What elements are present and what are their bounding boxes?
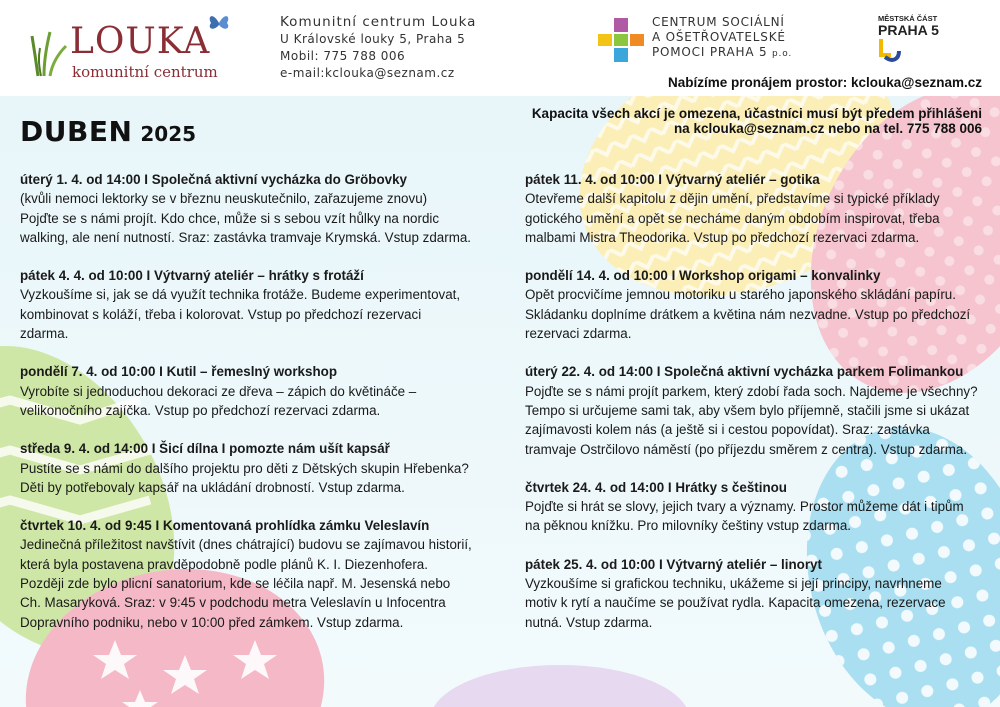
event-item: [20, 439, 490, 497]
events-column-right: [525, 170, 995, 651]
event-text: zdarma.: [20, 326, 69, 342]
event-heading: pondělí 14. 4. od 10:00 I Workshop origami – konvalinky: [525, 268, 881, 284]
event-item: [20, 362, 490, 420]
event-text: nutná. Vstup zdarma.: [525, 614, 653, 630]
event-heading: pondělí 7. 4. od 10:00 I Kutil – řemeslný workshop: [20, 364, 337, 380]
event-text: na pěknou knížku. Pro milovníky češtiny vstup zdarma.: [525, 518, 851, 534]
event-text: (kvůli nemoci lektorky se v březnu neuskutečnilo, zařazujeme znovu): [20, 191, 428, 207]
louka-logo-subtitle: komunitní centrum: [72, 63, 218, 81]
event-text: která byla postavena pravděpodobně podle plánů K. I. Diezenhofera.: [20, 556, 428, 572]
event-text: Pojďte se s námi projít. Kdo chce, může si s sebou vzít hůlky na nordic: [20, 210, 440, 226]
event-item: [525, 362, 995, 458]
capacity-notice: [532, 106, 982, 136]
contact-address: U Královské louky 5, Praha 5: [280, 32, 466, 46]
event-text: tramvaje Ostrčilovo náměstí (po příjezdu směrem z centra). Vstup zdarma.: [525, 441, 968, 457]
event-text: zajímavosti kolem nás (a ještě si i cestou popovídat). Sraz: zastávka: [525, 422, 930, 438]
event-heading: úterý 1. 4. od 14:00 I Společná aktivní vycházka do Gröbovky: [20, 172, 407, 187]
event-text: Dopravního podniku, nebo v 10:00 před zámkem. Vstup zdarma.: [20, 614, 404, 630]
event-heading: pátek 11. 4. od 10:00 I Výtvarný ateliér – gotika: [525, 172, 820, 187]
butterfly-icon: [207, 12, 231, 34]
grass-logo-icon: [30, 26, 70, 78]
louka-logo-word: LOUKA: [70, 21, 211, 62]
event-item: [20, 516, 490, 632]
event-text: Pojďte si hrát se slovy, jejich tvary a významy. Prostor můžeme dát i tipům: [525, 499, 964, 515]
praha5-label-small: MĚSTSKÁ ČÁST: [878, 14, 938, 23]
event-text: walking, ale není nutností. Sraz: zastávka tramvaje Krymská. Vstup zdarma.: [20, 229, 472, 245]
event-heading: středa 9. 4. od 14:00 I Šicí dílna I pomozte nám ušít kapsář: [20, 441, 390, 457]
event-text: Pojďte se s námi projít parkem, který zdobí řada soch. Najdeme je všechny?: [525, 383, 978, 399]
event-text: Vyrobíte si jednoduchou dekoraci ze dřeva – zápich do květináče –: [20, 383, 417, 399]
event-text: Vyzkoušíme si, jak se dá využít technika frotáže. Budeme experimentovat,: [20, 287, 461, 303]
event-item: [525, 266, 995, 343]
event-text: Otevřeme další kapitolu z dějin umění, představíme si typické příklady: [525, 191, 940, 207]
event-text: gotického umění a opět se necháme daným obdobím inspirovat, třeba: [525, 210, 940, 226]
event-text: Vyzkoušíme si grafickou techniku, ukážeme si její principy, navrhneme: [525, 576, 942, 592]
event-heading: pátek 4. 4. od 10:00 I Výtvarný ateliér – hrátky s frotáží: [20, 268, 364, 284]
event-text: Tempo si určujeme sami tak, aby všem bylo příjemně, stačili jsme si ukázat: [525, 402, 970, 418]
event-item: [525, 478, 995, 536]
event-text: Ch. Masaryková. Sraz: v 9:45 v podchodu metra Veleslavín u Infocentra: [20, 595, 446, 611]
contact-email: e-mail:kclouka@seznam.cz: [280, 66, 455, 80]
event-text: Děti by potřebovaly kapsář na ukládání drobností. Vstup zdarma.: [20, 479, 405, 495]
csop-name: [652, 15, 792, 62]
praha5-label: PRAHA 5: [878, 22, 939, 38]
event-item: [525, 170, 995, 247]
csop-logo-icon: [598, 18, 646, 62]
event-text: Pustíte se s námi do dalšího projektu pro děti z Dětských skupin Hřebenka?: [20, 460, 469, 476]
event-item: [20, 170, 490, 247]
event-text: Skládanku doplníme drátkem a květina nám nezvadne. Vstup po předchozí: [525, 306, 971, 322]
page-title: [20, 115, 196, 148]
event-text: Opět procvičíme jemnou motoriku u starého japonského skládání papíru.: [525, 287, 956, 303]
praha5-logo-icon: [877, 39, 903, 65]
csop-line-1: CENTRUM SOCIÁLNÍ: [652, 15, 785, 29]
event-heading: pátek 25. 4. od 10:00 I Výtvarný ateliér – linoryt: [525, 556, 822, 572]
contact-phone: Mobil: 775 788 006: [280, 49, 406, 63]
csop-line-3: POMOCI PRAHA 5 p.o.: [652, 45, 793, 59]
event-heading: čtvrtek 10. 4. od 9:45 I Komentovaná prohlídka zámku Veleslavín: [20, 518, 430, 534]
event-heading: úterý 22. 4. od 14:00 I Společná aktivní vycházka parkem Folimankou: [525, 364, 964, 380]
event-item: [525, 555, 995, 632]
contact-title: Komunitní centrum Louka: [280, 14, 477, 30]
event-text: rezervaci zdarma.: [525, 326, 632, 342]
event-heading: čtvrtek 24. 4. od 14:00 I Hrátky s češtinou: [525, 479, 787, 495]
capacity-line-2: na kclouka@seznam.cz nebo na tel. 775 788 006: [673, 121, 982, 136]
capacity-line-1: Kapacita všech akcí je omezena, účastníci musí být předem přihlášeni: [531, 106, 982, 121]
event-item: [20, 266, 490, 343]
event-text: malbami Mistra Theodorika. Vstup po předchozí rezervaci zdarma.: [525, 229, 920, 245]
event-text: velikonočního zajíčka. Vstup po předchozí rezervaci zdarma.: [20, 402, 381, 418]
event-text: Jedinečná příležitost navštívit (dnes chátrající) budovu se zajímavou historií,: [20, 537, 472, 553]
event-text: motiv k rytí a naučíme se používat rydla. Kapacita omezena, rezervace: [525, 595, 946, 611]
title-year: 2025: [140, 122, 197, 146]
event-text: Později zde bylo plicní sanatorium, kde se léčila např. M. Jesenská nebo: [20, 576, 451, 592]
title-month: DUBEN: [20, 115, 133, 148]
events-column-left: [20, 170, 490, 651]
contact-block: [280, 14, 476, 82]
rental-offer: Nabízíme pronájem prostor: kclouka@seznam.cz: [667, 75, 982, 90]
event-text: kombinovat s koláží, třeba i kolorovat. Vstup po předchozí rezervaci: [20, 306, 422, 322]
csop-line-2: A OŠETŘOVATELSKÉ: [652, 30, 786, 44]
